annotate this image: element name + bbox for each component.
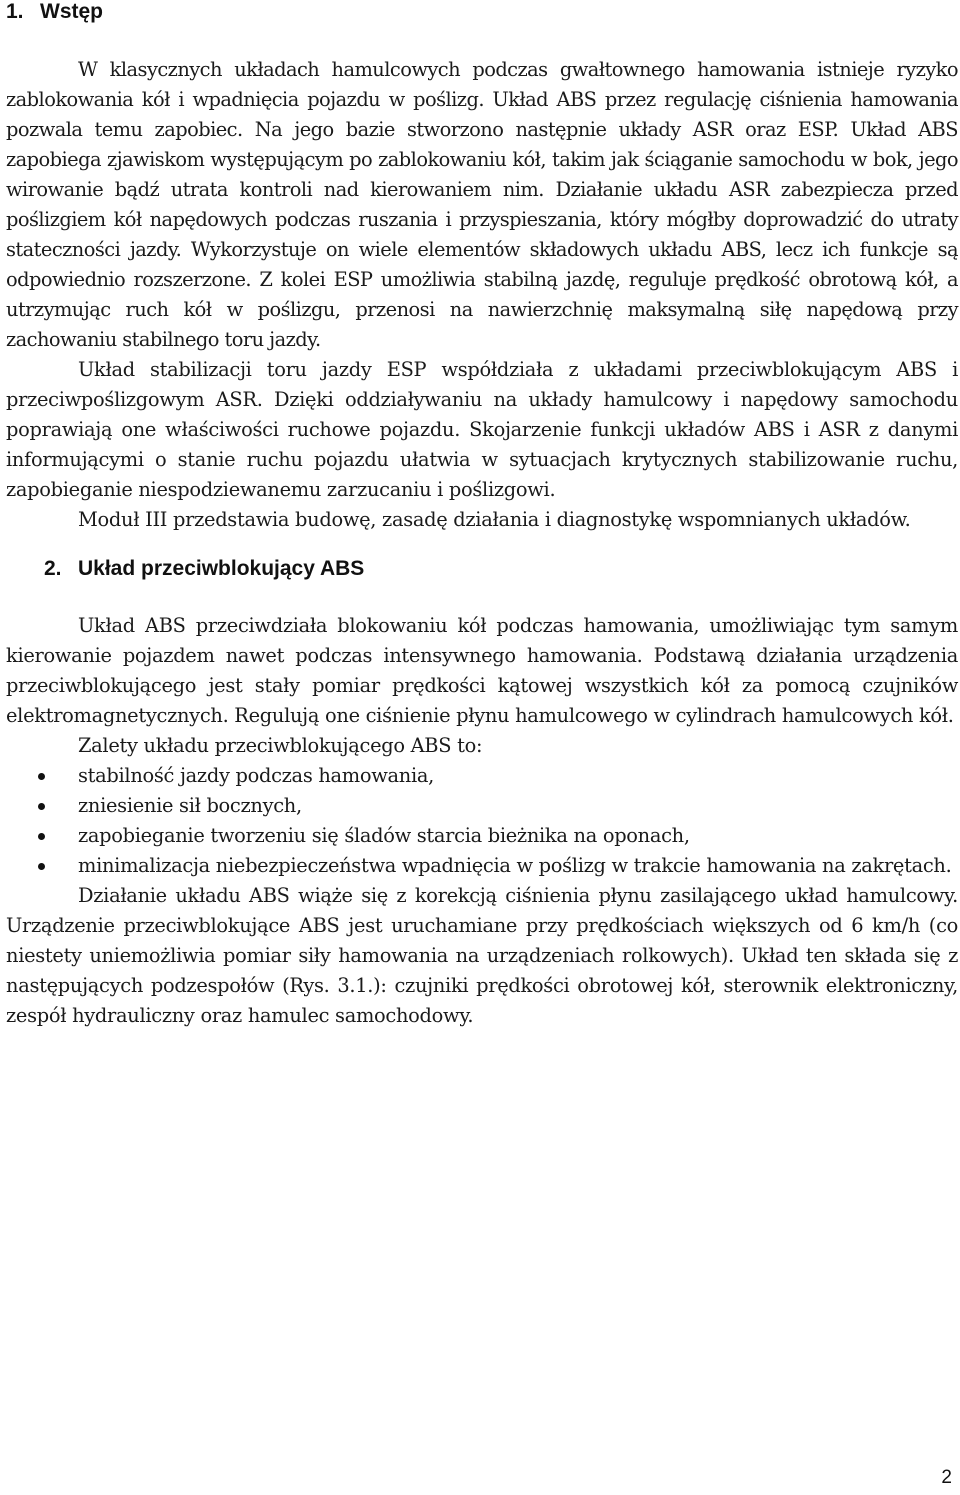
bullet-icon [38,833,45,840]
section-2-paragraph-1: Układ ABS przeciwdziała blokowaniu kół podczas hamowania, umożliwiając tym samym kierowanie pojazdem nawet podczas intensywnego hamowania. Podstawą działania urządzenia przeciwblokującego jest stały pomiar prędkości kątowej wszystkich kół za pomocą czujników elektromagnetycznych. Regulują one ciśnienie płynu hamulcowego w cylindrach hamulcowych kół. [6,614,958,727]
bullet-icon [38,863,45,870]
section-2-body [6,611,958,1031]
section-2-heading [6,557,958,581]
section-1-number: 1. [6,0,24,23]
advantages-list [6,761,958,881]
list-item [6,791,958,821]
section-2-paragraph-3: Działanie układu ABS wiąże się z korekcją ciśnienia płynu zasilającego układ hamulcowy. Urządzenie przeciwblokujące ABS jest uruchamiane przy prędkościach większych od 6 km/h (co niestety uniemożliwia pomiar siły hamowania na urządzeniach rolkowych). Układ ten składa się z następujących podzespołów (Rys. 3.1.): czujniki prędkości obrotowej kół, sterownik elektroniczny, zespół hydrauliczny oraz hamulec samochodowy. [6,884,958,1027]
section-1-paragraph-3: Moduł III przedstawia budowę, zasadę działania i diagnostykę wspomnianych układów. [78,508,911,531]
page-number: 2 [941,1467,952,1488]
list-item [6,821,958,851]
section-2-paragraph-2: Zalety układu przeciwblokującego ABS to: [78,734,483,757]
section-1-paragraph-2: Układ stabilizacji toru jazdy ESP współdziała z układami przeciwblokującym ABS i przeciwpoślizgowym ASR. Dzięki oddziaływaniu na układy hamulcowy i napędowy samochodu poprawiają one właściwości ruchowe pojazdu. Skojarzenie funkcji układów ABS i ASR z danymi informującymi o stanie ruchu pojazdu ułatwia w sytuacjach krytycznych stabilizowanie ruchu, zapobieganie niespodziewanemu zarzucaniu i poślizgowi. [6,358,958,501]
list-item-text: stabilność jazdy podczas hamowania, [78,764,435,787]
bullet-icon [38,773,45,780]
bullet-icon [38,803,45,810]
list-item [6,851,958,881]
section-1-heading [6,0,958,24]
list-item-text: zapobieganie tworzeniu się śladów starcia bieżnika na oponach, [78,824,690,847]
list-item-text: minimalizacja niebezpieczeństwa wpadnięcia w poślizg w trakcie hamowania na zakrętach. [78,854,952,877]
section-1-paragraph-1: W klasycznych układach hamulcowych podczas gwałtownego hamowania istnieje ryzyko zablokowania kół i wpadnięcia pojazdu w poślizg. Układ ABS przez regulację ciśnienia hamowania pozwala temu zapobiec. Na jego bazie stworzono następnie układy ASR oraz ESP. Układ ABS zapobiega zjawiskom występującym po zablokowaniu kół, takim jak ściąganie samochodu w bok, jego wirowanie bądź utrata kontroli nad kierowaniem nim. Działanie układu ASR zabezpiecza przed poślizgiem kół napędowych podczas ruszania i przyspieszania, który mógłby doprowadzić do utraty stateczności jazdy. Wykorzystuje on wiele elementów składowych układu ABS, lecz ich funkcje są odpowiednio rozszerzone. Z kolei ESP umożliwia stabilną jazdę, reguluje prędkość obrotową kół, a utrzymując ruch kół w poślizgu, przenosi na nawierzchnię maksymalną siłę napędową przy zachowaniu stabilnego toru jazdy. [6,58,958,351]
list-item [6,761,958,791]
list-item-text: zniesienie sił bocznych, [78,794,302,817]
section-2-title: Układ przeciwblokujący ABS [78,557,365,580]
section-1-title: Wstęp [40,0,103,23]
section-2-number: 2. [44,557,62,580]
page-content [6,0,958,1031]
section-1-body [6,55,958,535]
